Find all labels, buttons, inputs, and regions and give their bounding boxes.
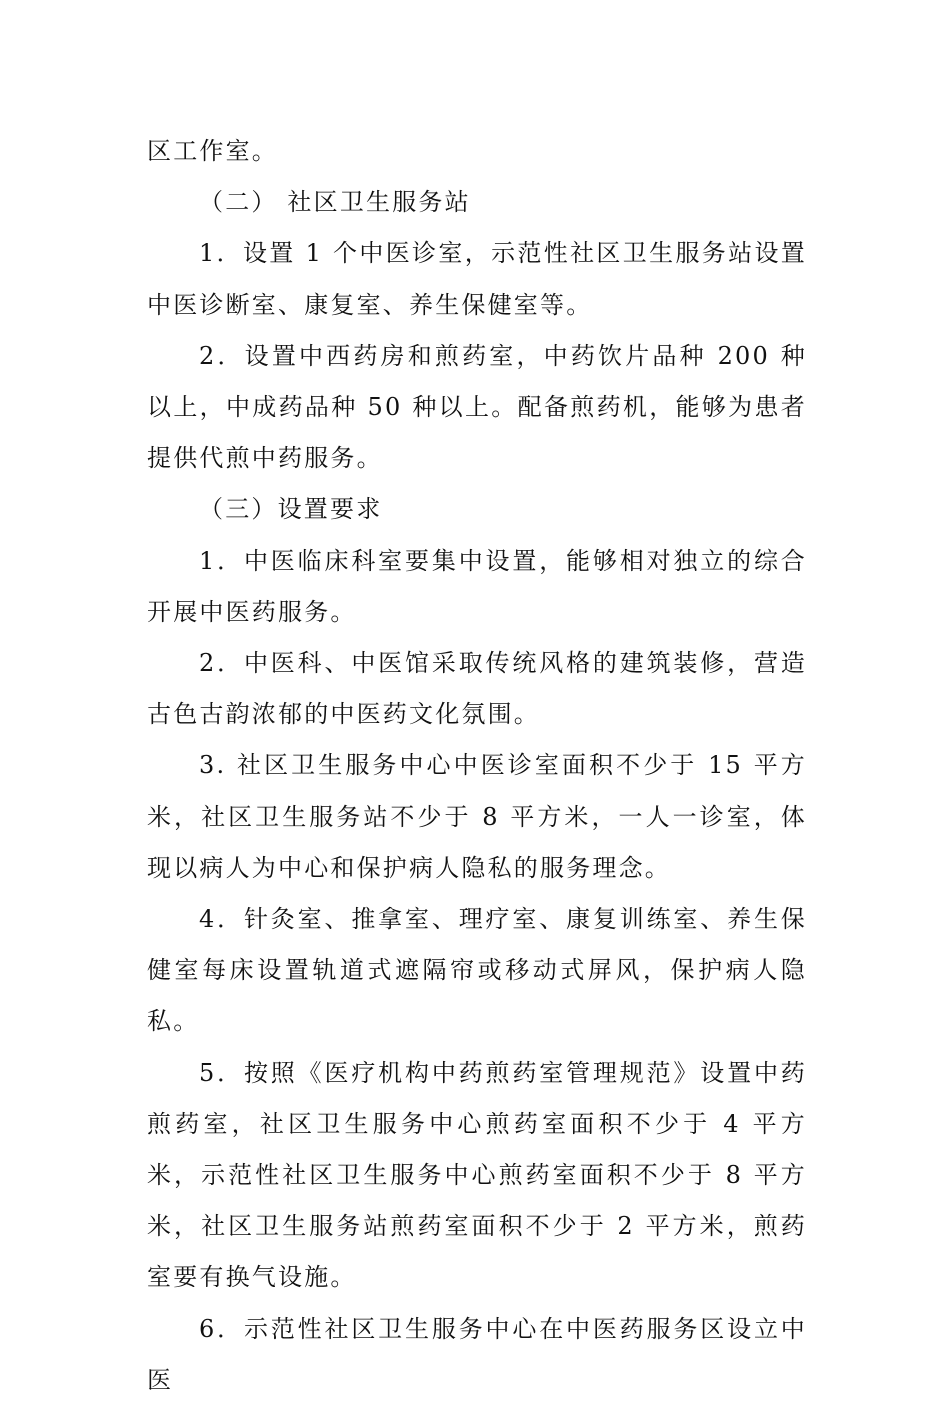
document-body [147,126,807,1406]
list-item: 2．设置中西药房和煎药室，中药饮片品种 200 种以上，中成药品种 50 种以上。配备煎药机，能够为患者提供代煎中药服务。 [147,341,807,473]
list-item: 2．中医科、中医馆采取传统风格的建筑装修，营造古色古韵浓郁的中医药文化氛围。 [147,649,807,729]
list-item: 5．按照《医疗机构中药煎药室管理规范》设置中药煎药室，社区卫生服务中心煎药室面积不少于 4 平方米，示范性社区卫生服务中心煎药室面积不少于 8 平方米，社区卫生服务站煎药室面积不少于 2 平方米，煎药室要有换气设施。 [147,1058,807,1292]
list-item: 4．针灸室、推拿室、理疗室、康复训练室、养生保健室每床设置轨道式遮隔帘或移动式屏风，保护病人隐私。 [147,905,807,1036]
section-heading-community-health-station: （二） 社区卫生服务站 [199,188,471,217]
list-item: 3. 社区卫生服务中心中医诊室面积不少于 15 平方米，社区卫生服务站不少于 8 平方米，一人一诊室，体现以病人为中心和保护病人隐私的服务理念。 [147,751,807,882]
list-item: 1．设置 1 个中医诊室，示范性社区卫生服务站设置中医诊断室、康复室、养生保健室等。 [147,239,807,319]
list-item: 1．中医临床科室要集中设置，能够相对独立的综合开展中医药服务。 [147,546,807,626]
paragraph-continuation: 区工作室。 [147,137,278,165]
list-item: 6．示范性社区卫生服务中心在中医药服务区设立中医 [147,1314,807,1394]
section-heading-setup-requirements: （三）设置要求 [199,495,383,524]
